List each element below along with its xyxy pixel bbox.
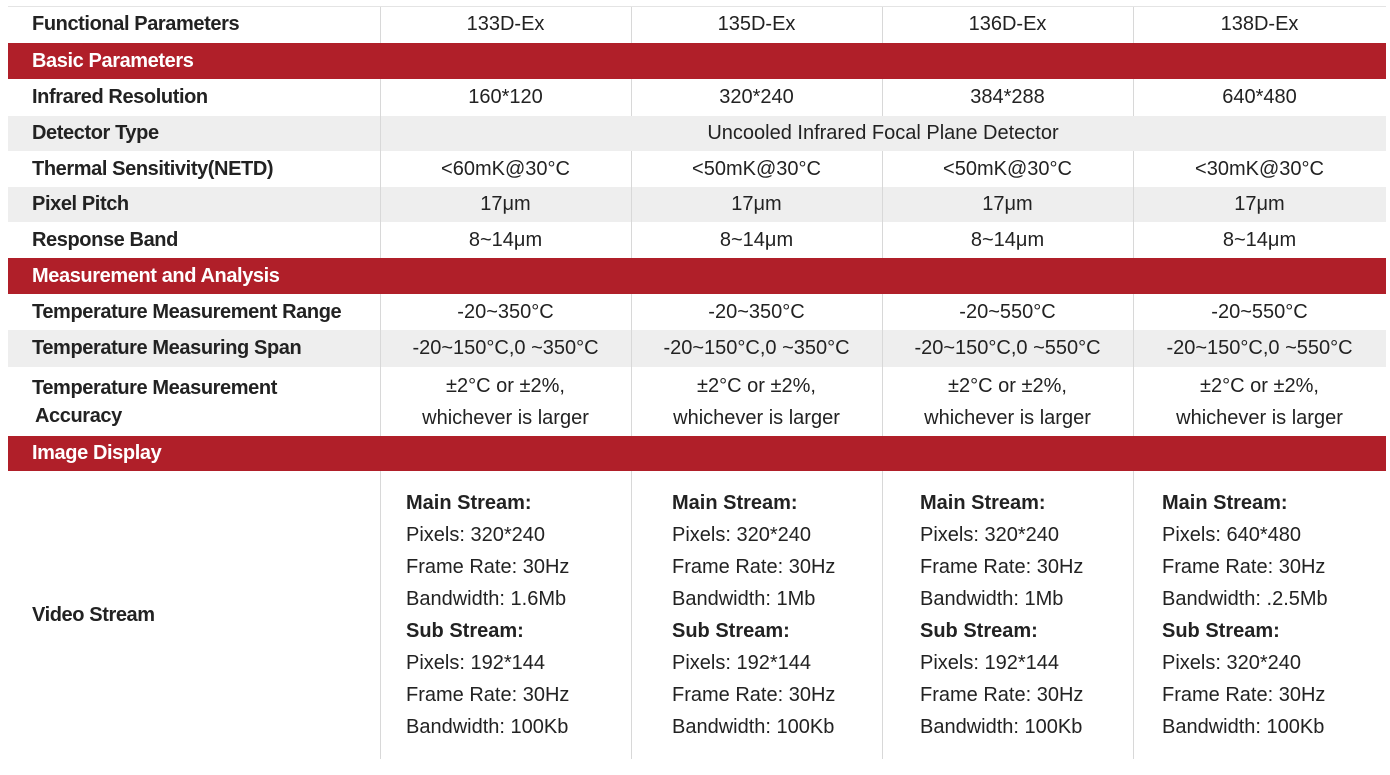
cell-detector: Uncooled Infrared Focal Plane Detector	[707, 122, 1059, 144]
column-divider	[1133, 471, 1134, 759]
column-divider	[882, 294, 883, 436]
sub-stream-title: Sub Stream:	[406, 620, 524, 642]
column-divider	[380, 6, 381, 43]
sub-rate: Frame Rate: 30Hz	[672, 684, 836, 706]
cell: 17μm	[1234, 193, 1285, 215]
main-pixels: Pixels: 320*240	[406, 524, 545, 546]
column-divider	[380, 79, 381, 258]
cell-line2: whichever is larger	[673, 406, 840, 429]
cell: -20~350°C	[708, 300, 805, 323]
sub-bandwidth: Bandwidth: 100Kb	[920, 716, 1083, 738]
cell: 17μm	[480, 193, 531, 215]
row-label: Response Band	[32, 228, 178, 251]
header-label: Functional Parameters	[32, 13, 240, 35]
cell: <50mK@30°C	[943, 157, 1072, 180]
row-label: Pixel Pitch	[32, 193, 129, 215]
cell: 160*120	[468, 86, 543, 108]
column-divider	[882, 6, 883, 43]
cell: -20~350°C	[457, 300, 554, 323]
row-band	[8, 222, 1386, 258]
cell-line1: ±2°C or ±2%,	[697, 374, 816, 397]
main-rate: Frame Rate: 30Hz	[1162, 556, 1326, 578]
cell: 8~14μm	[970, 228, 1045, 251]
section-measurement-label: Measurement and Analysis	[32, 264, 280, 287]
main-rate: Frame Rate: 30Hz	[920, 556, 1084, 578]
section-basic-label: Basic Parameters	[32, 49, 194, 72]
cell-line1: ±2°C or ±2%,	[1200, 374, 1319, 397]
sub-stream-title: Sub Stream:	[1162, 620, 1280, 642]
section-measurement	[8, 258, 1386, 294]
sub-stream-title: Sub Stream:	[920, 620, 1038, 642]
column-divider	[1133, 79, 1134, 116]
main-stream-title: Main Stream:	[1162, 492, 1288, 514]
main-bandwidth: Bandwidth: 1.6Mb	[406, 588, 567, 610]
main-stream-title: Main Stream:	[406, 492, 532, 514]
column-divider	[882, 151, 883, 258]
row-label-line1: Temperature Measurement	[32, 376, 277, 399]
main-pixels: Pixels: 640*480	[1162, 524, 1301, 546]
cell	[1133, 367, 1386, 436]
row-label: Temperature Measuring Span	[32, 337, 302, 359]
row-label: Video Stream	[32, 603, 155, 626]
cell: -20~150°C,0 ~350°C	[412, 337, 599, 359]
column-divider	[1133, 6, 1134, 43]
cell-line2: whichever is larger	[924, 406, 1091, 429]
cell: -20~150°C,0 ~550°C	[1166, 337, 1353, 359]
row-label: Thermal Sensitivity(NETD)	[32, 157, 274, 180]
cell: -20~150°C,0 ~550°C	[914, 337, 1101, 359]
sub-pixels: Pixels: 192*144	[672, 652, 811, 674]
column-divider	[631, 151, 632, 258]
cell-line1: ±2°C or ±2%,	[446, 374, 565, 397]
cell: <50mK@30°C	[692, 157, 821, 180]
cell: 8~14μm	[719, 228, 794, 251]
section-image	[8, 436, 1386, 471]
row-netd	[8, 151, 1386, 187]
model-133d: 133D-Ex	[466, 13, 545, 35]
row-label: Detector Type	[32, 122, 159, 144]
row-video	[8, 471, 1386, 759]
cell	[882, 367, 1133, 436]
row-label: Temperature Measurement Range	[32, 300, 342, 323]
column-divider	[631, 79, 632, 116]
sub-pixels: Pixels: 192*144	[920, 652, 1059, 674]
sub-bandwidth: Bandwidth: 100Kb	[1162, 716, 1325, 738]
cell: 8~14μm	[1222, 228, 1297, 251]
column-divider	[882, 79, 883, 116]
cell: 17μm	[731, 193, 782, 215]
cell	[631, 367, 882, 436]
row-pitch	[8, 187, 1386, 222]
sub-bandwidth: Bandwidth: 100Kb	[672, 716, 835, 738]
section-basic	[8, 43, 1386, 79]
row-span	[8, 330, 1386, 367]
cell: -20~550°C	[959, 300, 1056, 323]
main-pixels: Pixels: 320*240	[920, 524, 1059, 546]
row-detector	[8, 116, 1386, 151]
cell: <60mK@30°C	[441, 157, 570, 180]
column-divider	[631, 471, 632, 759]
column-divider	[380, 294, 381, 436]
cell: 384*288	[970, 86, 1045, 108]
cell: 17μm	[982, 193, 1033, 215]
column-divider	[1133, 294, 1134, 436]
cell: 640*480	[1222, 86, 1297, 108]
sub-stream-title: Sub Stream:	[672, 620, 790, 642]
model-138d: 138D-Ex	[1220, 13, 1299, 35]
main-bandwidth: Bandwidth: 1Mb	[672, 588, 816, 610]
column-divider	[1133, 151, 1134, 258]
sub-rate: Frame Rate: 30Hz	[920, 684, 1084, 706]
stream-cell	[920, 471, 1083, 759]
row-range	[8, 294, 1386, 330]
main-rate: Frame Rate: 30Hz	[672, 556, 836, 578]
cell: -20~550°C	[1211, 300, 1308, 323]
column-divider	[631, 6, 632, 43]
section-image-label: Image Display	[32, 442, 162, 464]
cell	[380, 367, 631, 436]
main-stream-title: Main Stream:	[920, 492, 1046, 514]
sub-bandwidth: Bandwidth: 100Kb	[406, 716, 569, 738]
sub-rate: Frame Rate: 30Hz	[406, 684, 570, 706]
stream-cell	[406, 471, 569, 759]
cell: 320*240	[719, 86, 794, 108]
cell: -20~150°C,0 ~350°C	[663, 337, 850, 359]
sub-rate: Frame Rate: 30Hz	[1162, 684, 1326, 706]
model-136d: 136D-Ex	[968, 13, 1047, 35]
cell-line1: ±2°C or ±2%,	[948, 374, 1067, 397]
cell: 8~14μm	[468, 228, 543, 251]
sub-pixels: Pixels: 320*240	[1162, 652, 1301, 674]
main-bandwidth: Bandwidth: .2.5Mb	[1162, 588, 1328, 610]
main-stream-title: Main Stream:	[672, 492, 798, 514]
cell-line2: whichever is larger	[422, 406, 589, 429]
column-divider	[882, 471, 883, 759]
cell-line2: whichever is larger	[1176, 406, 1343, 429]
sub-pixels: Pixels: 192*144	[406, 652, 545, 674]
stream-cell	[1162, 471, 1328, 759]
main-bandwidth: Bandwidth: 1Mb	[920, 588, 1064, 610]
column-divider	[631, 294, 632, 436]
main-pixels: Pixels: 320*240	[672, 524, 811, 546]
cell: <30mK@30°C	[1195, 157, 1324, 180]
stream-cell	[672, 471, 835, 759]
model-135d: 135D-Ex	[717, 13, 796, 35]
row-label-line2: Accuracy	[35, 404, 122, 427]
header-row	[8, 6, 1386, 43]
row-divider	[8, 6, 1386, 7]
row-label	[32, 367, 377, 436]
column-divider	[380, 471, 381, 759]
main-rate: Frame Rate: 30Hz	[406, 556, 570, 578]
row-resolution	[8, 79, 1386, 116]
row-accuracy	[8, 367, 1386, 436]
row-label: Infrared Resolution	[32, 86, 208, 108]
